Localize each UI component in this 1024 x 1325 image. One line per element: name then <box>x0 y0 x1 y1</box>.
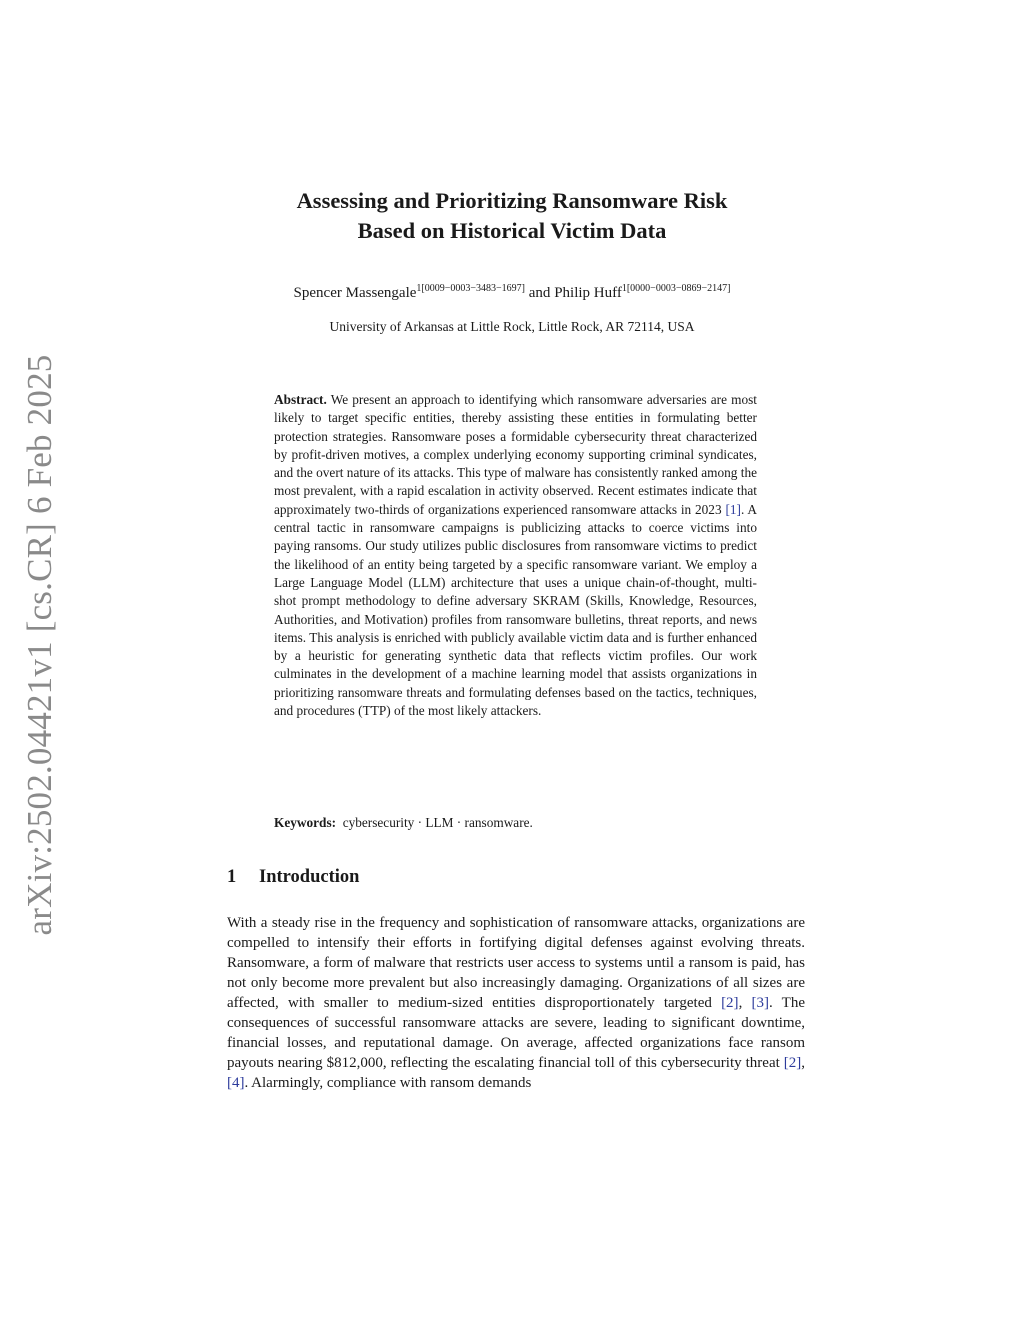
citation-link[interactable]: [2] <box>783 1055 802 1071</box>
author-name: Spencer Massengale <box>293 285 417 301</box>
abstract-text: We present an approach to identifying which ransomware adversaries are most likely to target specific entities, thereby assisting these entities in formulating better protection strategies. Ransomware poses a formidable cybersecurity threat characterized by profit-driven motives, a complex underlying economy supporting criminal syndicates, and the overt nature of its attacks. This type of malware has consistently ranked among the most prevalent, with a rapid escalation in activity observed. Recent estimates indicate that approximately two-thirds of organizations experienced ransomware attacks in 2023 <box>274 392 757 517</box>
body-text: . The consequences of successful ransomware attacks are severe, leading to significant downtime, financial losses, and reputational damage. On average, affected organizations face ransom payouts nearing $812,000, reflecting the escalating financial toll of this cybersecurity threat <box>227 995 805 1071</box>
author-orcid: 1[0000−0003−0869−2147] <box>621 283 731 294</box>
body-text: , <box>801 1055 805 1071</box>
affiliation: University of Arkansas at Little Rock, Little Rock, AR 72114, USA <box>329 319 695 334</box>
intro-paragraph <box>227 913 805 1093</box>
abstract <box>274 391 757 720</box>
paper-title <box>0 186 1024 246</box>
body-text: . Alarmingly, compliance with ransom demands <box>244 1075 532 1091</box>
section-heading <box>227 867 359 888</box>
author-name: Philip Huff <box>554 285 622 301</box>
author-orcid: 1[0009−0003−3483−1697] <box>416 283 526 294</box>
abstract-text: . A central tactic in ransomware campaigns is publicizing attacks to coerce victims into paying ransoms. Our study utilizes public disclosures from ransomware victims to predict the likelihood of an entity being targeted by a specific ransomware variant. We employ a Large Language Model (LLM) architecture that uses a unique chain-of-thought, multi-shot prompt methodology to define adversary SKRAM (Skills, Knowledge, Resources, Authorities, and Motivation) profiles from ransomware bulletins, threat reports, and news items. This analysis is enriched with publicly available victim data and is further enhanced by a heuristic for generating synthetic data that reflects victim profiles. Our work culminates in the development of a machine learning model that assists organizations in prioritizing ransomware threats and formulating defenses based on the tactics, techniques, and procedures (TTP) of the most likely attackers. <box>274 501 757 719</box>
citation-link[interactable]: [1] <box>725 501 741 517</box>
body-text: With a steady rise in the frequency and sophistication of ransomware attacks, organizations are compelled to intensify their efforts in fortifying digital defenses against evolving threats. Ransomware, a form of malware that restricts user access to systems until a ransom is paid, has not only become more prevalent but also increasingly damaging. Organizations of all sizes are affected, with smaller to medium-sized entities disproportionately targeted <box>227 915 805 1011</box>
author-connector: and <box>528 285 551 301</box>
arxiv-identifier: arXiv:2502.04421v1 [cs.CR] 6 Feb 2025 <box>20 354 59 936</box>
section-title: Introduction <box>259 867 360 887</box>
paper-title-line-2: Based on Historical Victim Data <box>357 218 667 243</box>
body-text: , <box>738 995 752 1011</box>
citation-link[interactable]: [4] <box>227 1075 245 1091</box>
section-number: 1 <box>227 867 237 887</box>
keywords-list: cybersecurity · LLM · ransomware. <box>342 815 533 830</box>
citation-link[interactable]: [3] <box>751 995 769 1011</box>
paper-title-line-1: Assessing and Prioritizing Ransomware Risk <box>296 188 728 213</box>
keywords-label: Keywords: <box>274 815 337 830</box>
keywords <box>274 815 757 831</box>
abstract-label: Abstract. <box>274 392 327 407</box>
citation-link[interactable]: [2] <box>721 995 739 1011</box>
author-list <box>0 283 1024 302</box>
